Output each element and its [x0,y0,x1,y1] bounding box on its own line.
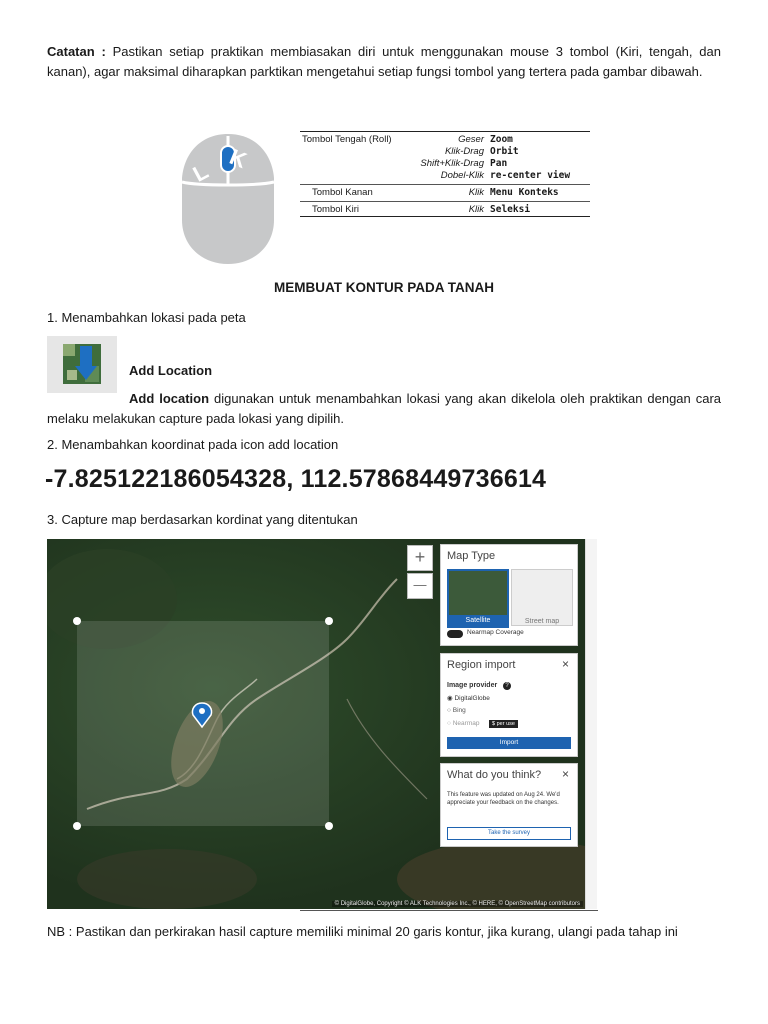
add-location-icon [47,336,117,393]
region-import-title: Region import [447,659,516,671]
provider-label: Nearmap [452,720,480,727]
row-function: Pan [490,158,508,169]
add-location-desc-text: digunakan untuk menambahkan lokasi yang akan dikelola oleh praktikan dengan cara melaku melakukan capture pada lokasi yang dipilih. [47,391,721,426]
table-rule [300,201,590,202]
region-handle-bottom-right[interactable] [325,822,333,830]
region-handle-top-left[interactable] [73,617,81,625]
row-action: Klik [468,187,484,198]
feedback-body: This feature was updated on Aug 24. We'd appreciate your feedback on the changes. [447,792,560,806]
feedback-panel [440,763,578,847]
provider-digitalglobe[interactable]: ◉ DigitalGlobe [447,695,490,702]
zoom-in-button[interactable]: + [407,545,433,571]
table-top-rule [300,131,590,132]
map-underline [300,910,598,911]
map-attribution: © DigitalGlobe, Copyright © ALK Technologies Inc., © HERE, © OpenStreetMap contributors [332,901,583,907]
row-function: Menu Konteks [490,187,559,198]
row-function: Seleksi [490,204,531,215]
row-button: Tombol Kiri [312,204,359,215]
mouse-right-letter: K [226,143,251,174]
image-provider-label: Image provider [447,682,498,689]
coordinates: -7.825122186054328, 112.57868449736614 [45,465,547,493]
nearmap-price-badge: $ per use [489,720,518,728]
close-icon[interactable]: × [561,767,569,781]
map-screenshot[interactable] [47,539,597,909]
note-paragraph [47,42,721,82]
close-icon[interactable]: × [561,657,569,671]
section-title: MEMBUAT KONTUR PADA TANAH [274,280,494,295]
add-location-description [47,389,721,429]
row-function: re-center view [490,170,571,181]
row-action: Klik-Drag [444,146,484,157]
zoom-out-button[interactable]: — [407,573,433,599]
provider-bing[interactable]: ○ Bing [447,707,466,714]
row-action: Geser [458,134,484,145]
table-rule [300,184,590,185]
region-handle-bottom-left[interactable] [73,822,81,830]
mouse-illustration [178,128,278,268]
take-survey-button[interactable]: Take the survey [447,827,571,840]
nearmap-toggle-label: Nearmap Coverage [467,629,524,636]
region-handle-top-right[interactable] [325,617,333,625]
region-import-panel [440,653,578,757]
row-button: Tombol Tengah (Roll) [302,134,392,145]
nearmap-toggle[interactable] [447,630,463,638]
row-button: Tombol Kanan [312,187,373,198]
map-type-panel [440,544,578,646]
provider-nearmap[interactable]: ○ Nearmap [447,720,480,727]
row-function: Zoom [490,134,513,145]
provider-label: DigitalGlobe [454,695,490,702]
map-type-street[interactable] [511,569,573,626]
import-button[interactable]: Import [447,737,571,749]
app-edge [585,539,597,909]
street-map-label: Street map [524,618,560,625]
satellite-label: Satellite [449,615,507,626]
row-function: Orbit [490,146,519,157]
row-action: Dobel-Klik [440,170,484,181]
note-label: Catatan : [47,44,106,59]
add-location-caption: Add Location [129,363,213,378]
nb-note: NB : Pastikan dan perkirakan hasil capture memiliki minimal 20 garis kontur, jika kurang, ulangi pada tahap ini [47,924,678,939]
map-type-title: Map Type [447,550,496,562]
mouse-left-letter: L [188,158,213,187]
feedback-title: What do you think? [447,769,542,781]
step-3-text: 3. Capture map berdasarkan kordinat yang ditentukan [47,512,358,527]
step-2-text: 2. Menambahkan koordinat pada icon add location [47,437,339,452]
add-location-term: Add location [129,391,210,406]
map-type-satellite[interactable] [447,569,509,628]
help-icon[interactable]: ? [503,682,511,690]
row-action: Shift+Klik-Drag [420,158,484,169]
table-bottom-rule [300,216,590,217]
provider-label: Bing [452,707,466,714]
note-text: Pastikan setiap praktikan membiasakan diri untuk menggunakan mouse 3 tombol (Kiri, tengah, dan kanan), agar maksimal diharapkan parktikan mengetahui setiap fungsi tombol yang tertera pada gambar dibawah. [47,44,722,79]
step-1-text: 1. Menambahkan lokasi pada peta [47,310,246,325]
row-action: Klik [468,204,484,215]
